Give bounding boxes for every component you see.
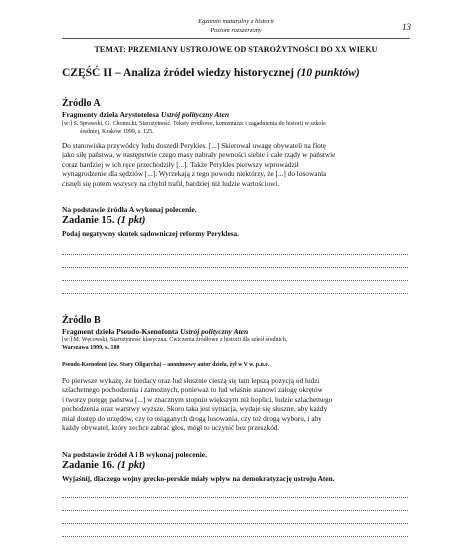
source-b-text-line: pochodzenia oraz warstwy wyższe. Skoro taka jest sytuacja, wydaje się słuszne, aby każdy xyxy=(62,404,328,414)
answer-line-16-3[interactable] xyxy=(62,523,408,524)
task-15-question: Podaj negatywny skutek sądowniczej reformy Peryklesa. xyxy=(62,229,239,238)
answer-line-15-3[interactable] xyxy=(62,280,408,281)
answer-line-16-4[interactable] xyxy=(62,536,408,537)
source-b-text-line: i tworzy potęgę państwa [...] w znacznym stopniu większym niż hoplici, ludzie szlachetnego xyxy=(62,394,333,404)
page-header xyxy=(62,16,410,39)
task-16-question: Wyjaśnij, dlaczego wojny grecko-perskie miały wpływ na demokratyzację ustroju Aten. xyxy=(62,474,335,483)
source-a-text-line: wynagrodzenie dla sędziów [...]. Wyrzekają z tego powodu niektórzy, że [...] do losowania xyxy=(62,169,327,179)
source-a-instruction: Na podstawie źródła A wykonaj polecenie. xyxy=(62,205,197,214)
source-a-label: Źródło A xyxy=(62,98,101,109)
task-15-label: Zadanie 15. xyxy=(62,215,115,226)
answer-line-15-2[interactable] xyxy=(62,267,408,268)
source-a-biblio-line-2: średniej, Kraków 1999, s. 125. xyxy=(80,128,154,135)
source-a-text-line: Do stanowiska przywódcy ludu doszedł Perykles. [...] Skierował uwagę obywateli na flotę xyxy=(62,141,327,150)
header-exam-name: Egzamin maturalny z historii xyxy=(198,18,274,25)
source-b-text xyxy=(62,376,408,432)
source-b-bibliography xyxy=(62,337,407,352)
source-a-text-line: jako siłę państwa, w następstwie czego masy nabrały pewności siebie i całe rządy w państwie xyxy=(62,150,336,160)
page-number: 13 xyxy=(402,22,411,32)
task-15-heading xyxy=(62,215,145,226)
source-a-biblio-line-1: [w:] S. Sprawski, G. Chomicki, Starożytność. Teksty źródłowe, komentarze i zagadnienia do historii w szkole xyxy=(62,121,326,127)
source-b-biblio-line-1: [w:] M. Węcowski, Starożytność klasyczna. Ćwiczenia źródłowe z historii dla szkół średnich, xyxy=(62,337,288,343)
source-a-text-line: cisnęli się potem wszyscy na chybił trafił, bardziej niż ludzie wartościowi. xyxy=(62,178,280,188)
theme-title: TEMAT: PRZEMIANY USTROJOWE OD STAROŻYTNOŚCI DO XX WIEKU xyxy=(94,45,378,54)
part-title xyxy=(62,67,422,79)
source-b-title-work: Ustrój polityczny Aten xyxy=(180,327,249,336)
source-b-instruction: Na podstawie źródeł A i B wykonaj polecenie. xyxy=(62,450,208,459)
source-a-title-prefix: Fragmenty dzieła Arystotelesa xyxy=(62,110,160,119)
header-level: Poziom rozszerzony xyxy=(210,27,262,34)
source-b-title-prefix: Fragment dzieła Pseudo-Ksenofonta xyxy=(62,327,179,336)
source-a-bibliography xyxy=(62,121,407,136)
task-16-label: Zadanie 16. xyxy=(62,460,115,471)
part-title-text: CZĘŚĆ II – Analiza źródeł wiedzy historycznej xyxy=(62,67,294,79)
source-b-author-note: Pseudo-Ksenofont (zw. Stary Oligarcha) – anonimowy autor dzieła, żył w V w. p.n.e. xyxy=(62,362,270,368)
source-b-biblio-line-2: Warszawa 1999, s. 180 xyxy=(62,344,120,351)
part-points: (10 punktów) xyxy=(296,67,360,79)
source-b-label: Źródło B xyxy=(62,315,101,326)
source-a-title xyxy=(62,110,229,119)
task-16-heading xyxy=(62,460,145,471)
task-15-points: (1 pkt) xyxy=(117,215,146,226)
source-a-text-line: coraz bardziej w ich ręce przechodziły [...]. Także Perykles pierwszy wprowadził xyxy=(62,159,299,169)
source-b-text-line: każdy obywatel, który zechce zabrać głos, mógł to uczynić bez przeszkód. xyxy=(62,423,280,433)
source-a-text xyxy=(62,141,408,188)
task-16-points: (1 pkt) xyxy=(117,460,146,471)
answer-line-16-2[interactable] xyxy=(62,510,408,511)
source-b-title xyxy=(62,327,248,336)
answer-line-15-1[interactable] xyxy=(62,254,408,255)
source-b-text-line: Po pierwsze wykażę, że biedacy oraz lud słusznie cieszą się tam lepszą pozycją od ludzi xyxy=(62,376,320,385)
answer-line-16-1[interactable] xyxy=(62,497,408,498)
answer-line-15-4[interactable] xyxy=(62,293,408,294)
source-a-title-work: Ustrój polityczny Aten xyxy=(160,110,229,119)
source-b-text-line: szlachetnego pochodzenia i zamożnych, ponieważ to lud właśnie stanowi załogę okrętów xyxy=(62,385,323,395)
source-b-text-line: miał dostęp do urzędów, czy to osiąganych drogą losowania, czy też drogą wyboru, i aby xyxy=(62,413,322,423)
